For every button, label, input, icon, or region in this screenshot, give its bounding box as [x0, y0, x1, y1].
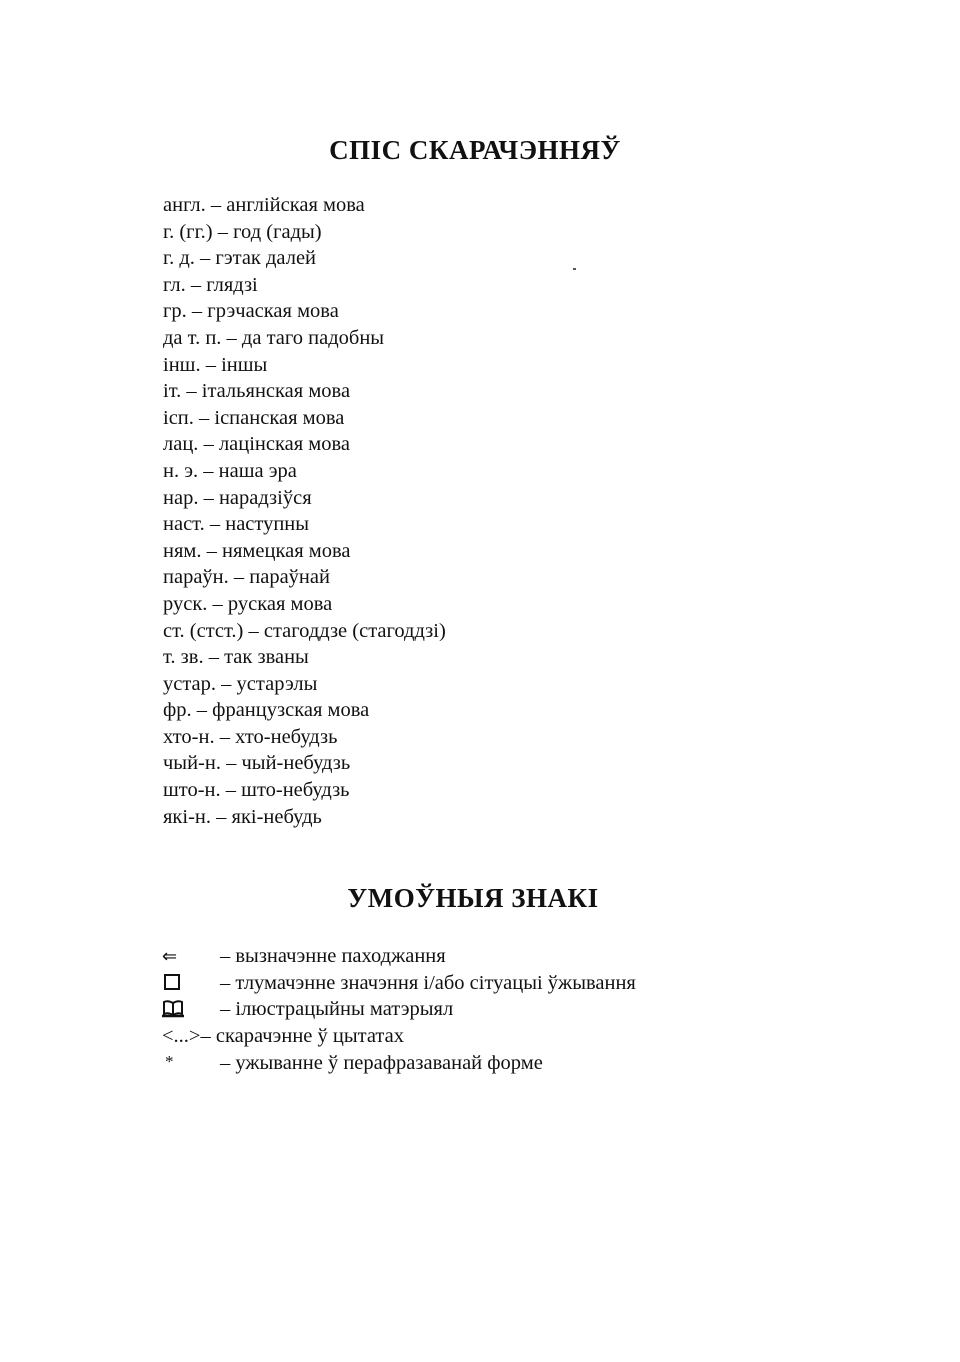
abbr: ісп. [163, 406, 194, 429]
abbr: хто-н. [163, 725, 215, 748]
left-double-arrow-icon: ⇐ [162, 946, 178, 967]
square-icon [162, 970, 220, 997]
list-item [163, 192, 446, 219]
separator: – [191, 699, 213, 722]
meaning: іншы [221, 353, 268, 376]
abbr: які-н. [163, 805, 212, 828]
separator: – [193, 406, 215, 429]
abbr: фр. [163, 699, 192, 722]
abbr: ням. [163, 539, 202, 562]
meaning: англійская мова [226, 194, 365, 216]
separator: – [200, 353, 222, 376]
abbr: нар. [163, 486, 199, 509]
abbr: што-н. [163, 779, 221, 802]
meaning: іспанская мова [214, 406, 345, 429]
list-item [162, 970, 636, 997]
meaning: французская мова [212, 699, 370, 722]
list-item [163, 697, 446, 724]
separator: – [194, 247, 216, 270]
asterisk-icon: * [165, 1052, 174, 1072]
list-item [163, 485, 446, 512]
meaning: параўнай [249, 566, 330, 589]
list-item [163, 564, 446, 591]
list-item [163, 272, 446, 299]
abbr: ст. (стст.) [163, 619, 244, 642]
meaning: які-небудь [231, 805, 322, 828]
separator: – [214, 725, 236, 748]
meaning: нямецкая мова [222, 539, 351, 562]
separator: – [243, 619, 264, 642]
signs-title: УМОЎНЫЯ ЗНАКІ [347, 883, 599, 913]
list-item [163, 511, 446, 538]
list-item [163, 750, 446, 777]
separator: – [198, 459, 219, 482]
abbr: англ. [163, 194, 206, 216]
meaning: наша эра [218, 459, 297, 482]
abbr: г. д. [163, 247, 195, 270]
separator: – [185, 273, 207, 296]
sign-meaning: – ілюстрацыйны матэрыял [220, 998, 454, 1021]
abbr: т. зв. [163, 646, 204, 669]
list-item [163, 724, 446, 751]
meaning: грэчаская мова [207, 300, 339, 323]
abbr: устар. [163, 672, 217, 695]
list-item [163, 591, 446, 618]
separator: – [198, 433, 219, 456]
sign-meaning: – вызначэнне паходжання [220, 945, 446, 967]
abbr: наст. [163, 513, 205, 536]
abbr: іт. [163, 380, 182, 403]
separator: – [203, 646, 225, 669]
list-item [162, 996, 636, 1023]
meaning: так званы [224, 646, 309, 669]
list-item [163, 777, 446, 804]
list-item [163, 405, 446, 432]
list-item [163, 644, 446, 671]
scan-speck [573, 268, 576, 270]
meaning: што-небудзь [241, 779, 350, 802]
sign-meaning: – ужыванне ў перафразаванай форме [220, 1052, 543, 1075]
separator: – [201, 539, 222, 562]
abbr: гр. [163, 300, 187, 323]
meaning: стагоддзе (стагоддзі) [263, 619, 446, 642]
separator: – [207, 592, 228, 615]
list-item [163, 538, 446, 565]
meaning: глядзі [206, 273, 258, 296]
separator: – [221, 326, 242, 349]
list-item [163, 804, 446, 831]
separator: – [186, 300, 208, 323]
abbr: н. э. [163, 459, 199, 482]
separator: – [220, 779, 242, 802]
separator: – [205, 194, 227, 216]
abbr: г. (гг.) [163, 220, 213, 243]
abbr: руск. [163, 592, 208, 615]
separator: – [198, 486, 219, 509]
list-item [163, 298, 446, 325]
sign-meaning: – тлумачэнне значэння і/або сітуацыі ўжывання [220, 971, 636, 994]
abbr: чый-н. [163, 752, 221, 775]
open-book-icon [162, 996, 220, 1023]
separator: – [204, 513, 226, 536]
meaning: нарадзіўся [218, 486, 312, 509]
meaning: гэтак далей [215, 247, 317, 270]
list-item [163, 325, 446, 352]
abbreviations-title: СПІС СКАРАЧЭННЯЎ [329, 135, 621, 165]
abbr: лац. [163, 433, 199, 456]
abbr: да т. п. [163, 326, 222, 349]
signs-list [162, 943, 636, 1076]
meaning: год (гады) [233, 220, 322, 243]
list-item [163, 618, 446, 645]
meaning: да таго падобны [241, 326, 385, 349]
separator: – [181, 380, 202, 403]
list-item [163, 352, 446, 379]
separator: – [216, 672, 237, 695]
abbr: гл. [163, 273, 186, 296]
separator: – [212, 220, 234, 243]
list-item [162, 1023, 636, 1050]
meaning: руская мова [227, 592, 333, 615]
meaning: італьянская мова [201, 380, 351, 403]
abbr: параўн. [163, 566, 229, 589]
list-item [163, 378, 446, 405]
separator: – [211, 805, 232, 828]
abbr: інш. [163, 353, 201, 376]
separator: – [228, 566, 250, 589]
meaning: чый-небудзь [241, 752, 351, 775]
meaning: хто-небудзь [235, 725, 338, 748]
list-item [162, 1049, 636, 1076]
meaning: наступны [225, 513, 310, 536]
ellipsis-brackets-icon: <...> [162, 1024, 201, 1047]
list-item [163, 671, 446, 698]
meaning: лацінская мова [218, 433, 351, 456]
sign-meaning: – скарачэнне ў цытатах [200, 1024, 404, 1047]
separator: – [220, 752, 242, 775]
list-item [163, 245, 446, 272]
list-item [163, 431, 446, 458]
meaning: устарэлы [236, 672, 318, 695]
list-item [163, 219, 446, 246]
abbreviations-list [163, 192, 446, 830]
list-item [163, 458, 446, 485]
list-item [162, 943, 636, 970]
